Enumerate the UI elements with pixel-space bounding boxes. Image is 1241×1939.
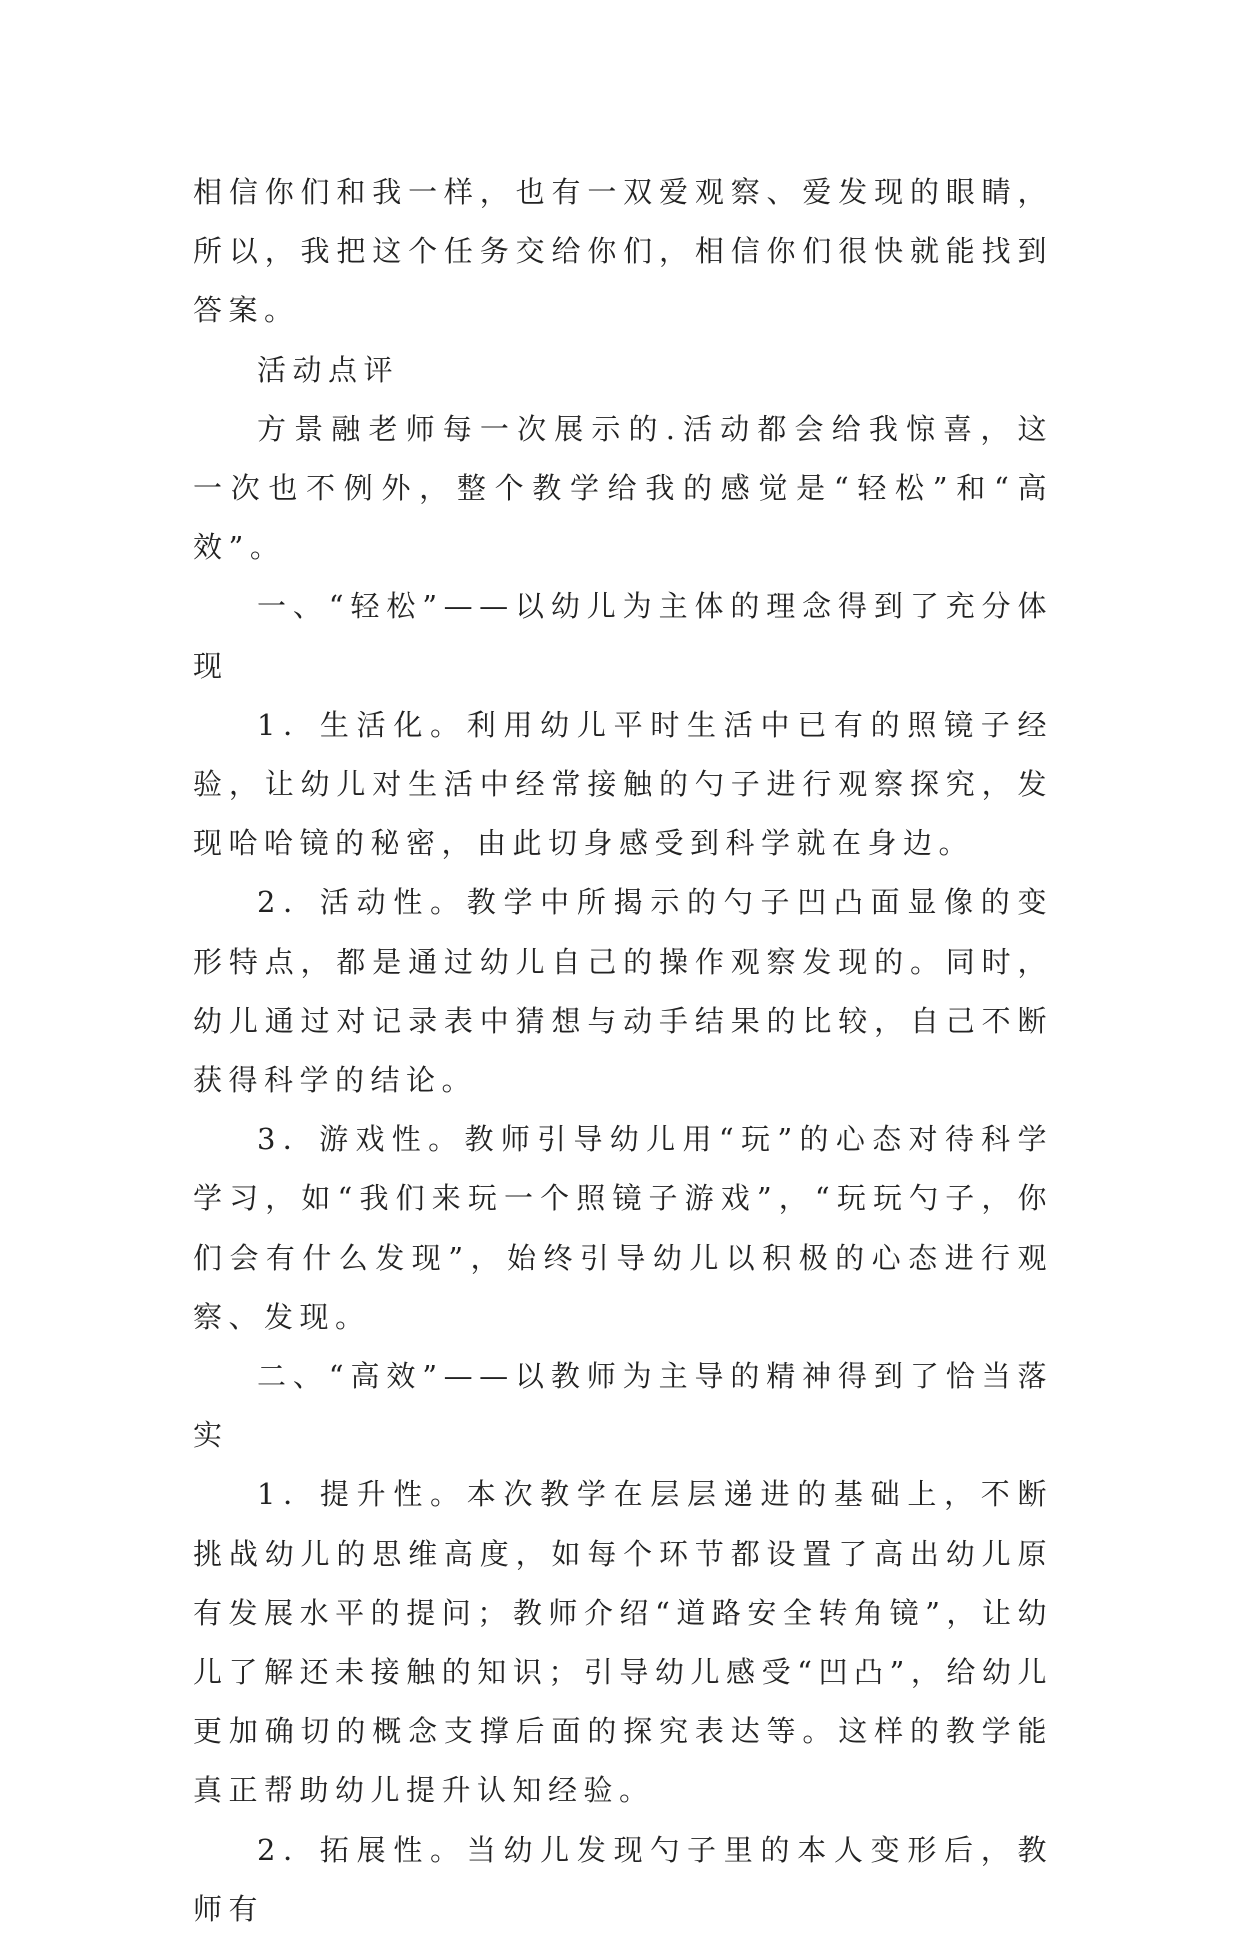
- paragraph: 3．游戏性。教师引导幼儿用“玩”的心态对待科学学习，如“我们来玩一个照镜子游戏”，“玩玩勺子，你们会有什么发现”，始终引导幼儿以积极的心态进行观察、发现。: [193, 1122, 1053, 1334]
- body-text: [193, 163, 1053, 1939]
- paragraph: 相信你们和我一样，也有一双爱观察、爱发现的眼睛，所以，我把这个任务交给你们，相信你们很快就能找到答案。: [193, 175, 1053, 328]
- section-heading-activity-review: 活动点评: [257, 352, 400, 387]
- paragraph: 方景融老师每一次展示的.活动都会给我惊喜，这一次也不例外，整个教学给我的感觉是“轻松”和“高效”。: [193, 411, 1053, 565]
- paragraph: 2．拓展性。当幼儿发现勺子里的本人变形后，教师有: [193, 1832, 1053, 1926]
- paragraph: 1．生活化。利用幼儿平时生活中已有的照镜子经验，让幼儿对生活中经常接触的勺子进行观察探究，发现哈哈镜的秘密，由此切身感受到科学就在身边。: [193, 707, 1053, 861]
- section-heading-efficient: 二、“高效”——以教师为主导的精神得到了恰当落实: [193, 1359, 1053, 1453]
- paragraph: 1．提升性。本次教学在层层递进的基础上，不断挑战幼儿的思维高度，如每个环节都设置了高出幼儿原有发展水平的提问；教师介绍“道路安全转角镜”，让幼儿了解还未接触的知识；引导幼儿感受“凹凸”，给幼儿更加确切的概念支撑后面的探究表达等。这样的教学能真正帮助幼儿提升认知经验。: [193, 1477, 1053, 1808]
- paragraph: 2．活动性。教学中所揭示的勺子凹凸面显像的变形特点，都是通过幼儿自己的操作观察发现的。同时，幼儿通过对记录表中猜想与动手结果的比较，自己不断获得科学的结论。: [193, 885, 1053, 1098]
- section-heading-relaxed: 一、“轻松”——以幼儿为主体的理念得到了充分体现: [193, 589, 1053, 683]
